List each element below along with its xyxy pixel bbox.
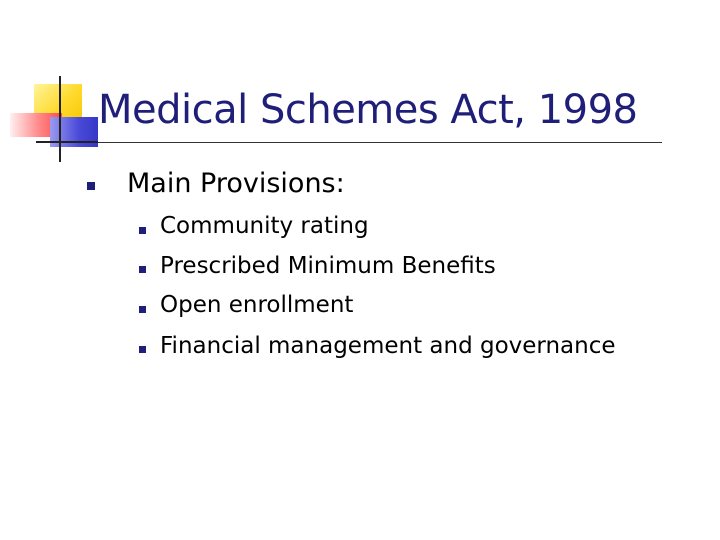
sub-bullet-square-icon xyxy=(139,266,146,273)
bullet-square-icon xyxy=(87,182,95,190)
sub-bullet-square-icon xyxy=(139,227,146,234)
sub-bullet-text: Prescribed Minimum Benefits xyxy=(160,253,496,279)
sub-bullet-text: Community rating xyxy=(160,213,369,239)
sub-bullet-square-icon xyxy=(139,306,146,313)
bullet-text: Main Provisions: xyxy=(127,168,345,199)
sub-bullet-text: Financial management and governance xyxy=(160,333,616,359)
sub-bullet-square-icon xyxy=(139,346,146,353)
slide-title: Medical Schemes Act, 1998 xyxy=(98,87,638,133)
sub-bullet-text: Open enrollment xyxy=(160,292,354,318)
